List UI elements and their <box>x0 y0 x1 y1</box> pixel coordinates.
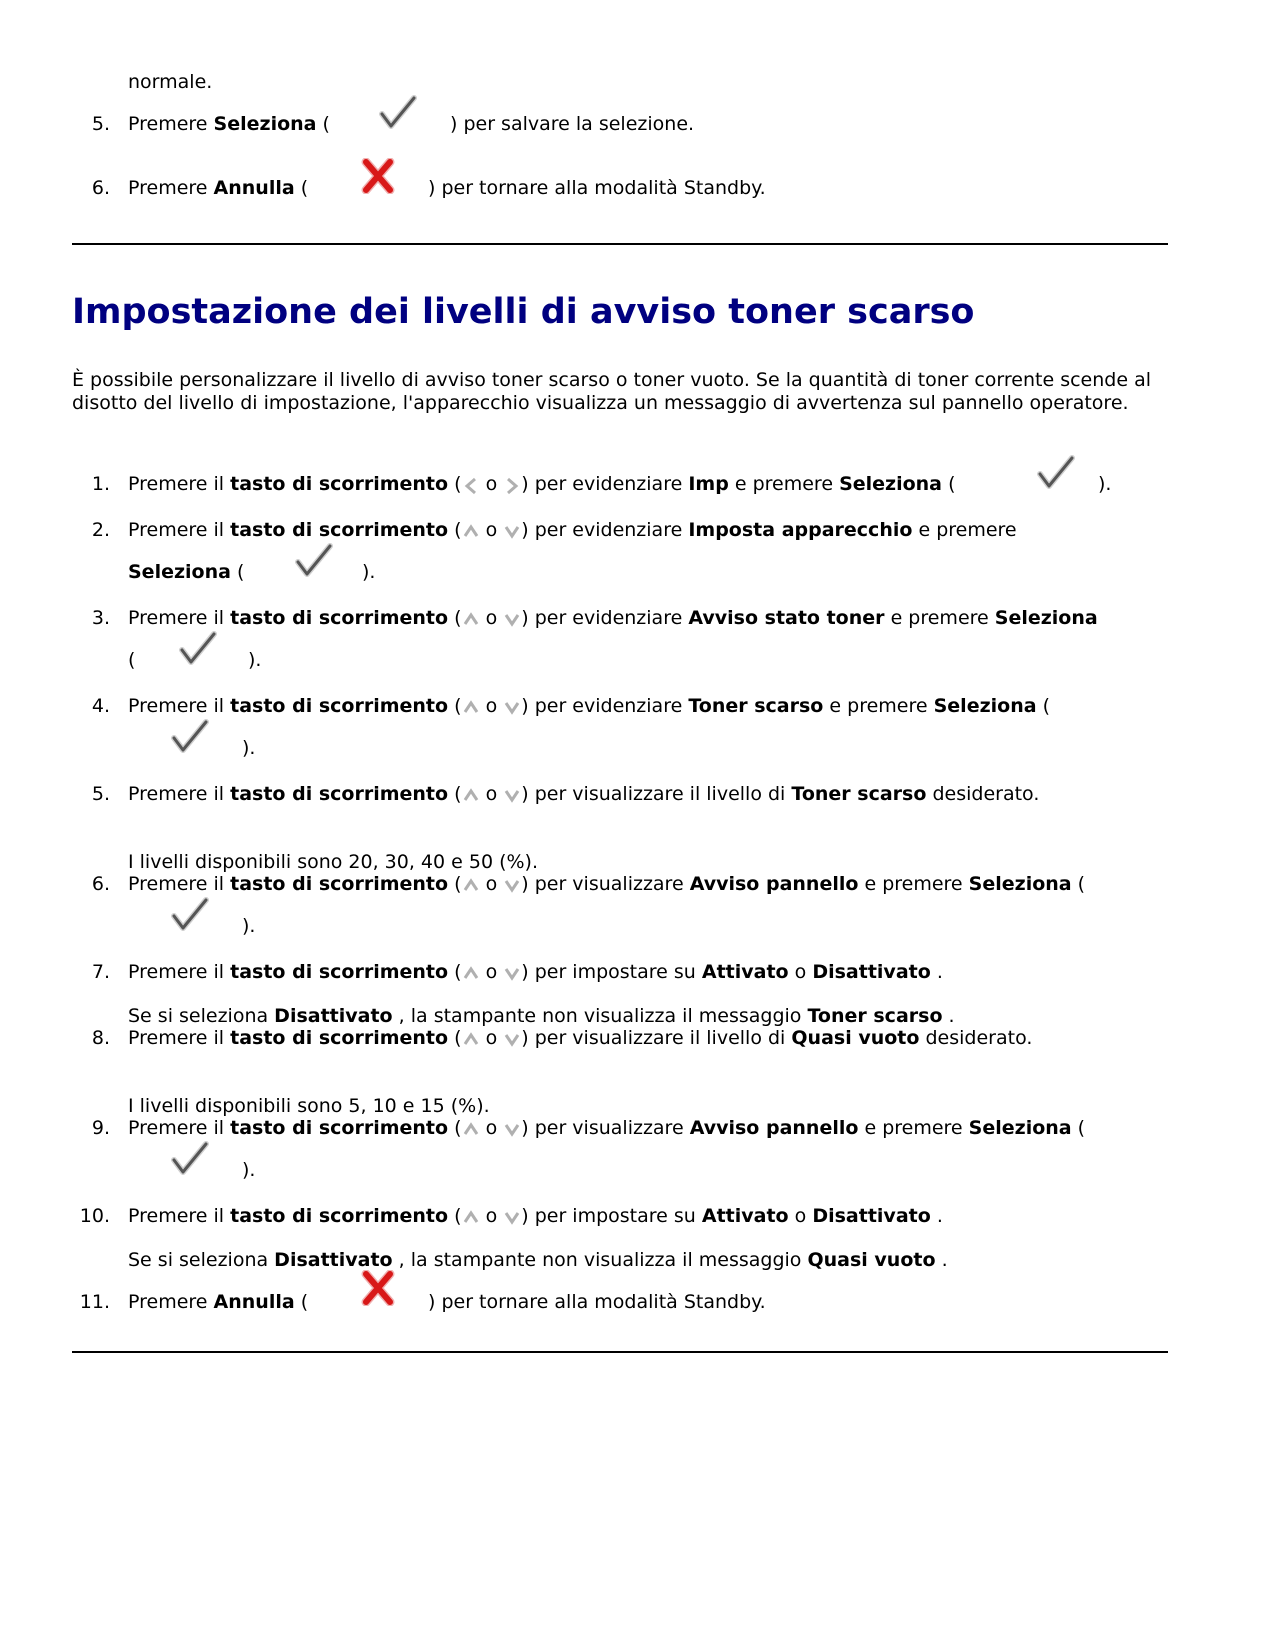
step-close: ). <box>362 561 376 583</box>
step-text: Premere Annulla ( <box>128 177 309 199</box>
step-number: 6. <box>91 873 110 895</box>
select-check-icon <box>176 628 220 668</box>
scroll-right-icon <box>503 476 521 496</box>
step-10-note: Se si seleziona Disattivato , la stampante non visualizza il messaggio Quasi vuoto . <box>128 1249 948 1271</box>
step-close: ). <box>1098 473 1112 495</box>
step-text-tail: ) per tornare alla modalità Standby. <box>428 177 766 199</box>
step-8-text: Premere il tasto di scorrimento ( o ) per visualizzare il livello di Quasi vuoto desiderato. <box>128 1027 1033 1049</box>
step-close: ). <box>242 737 256 759</box>
scroll-up-icon <box>462 522 480 542</box>
step-2-text: Premere il tasto di scorrimento ( o ) per evidenziare Imposta apparecchio e premere <box>128 519 1017 541</box>
scroll-up-icon <box>462 786 480 806</box>
step-number: 3. <box>91 607 110 629</box>
scroll-up-icon <box>462 1030 480 1050</box>
cancel-x-icon <box>360 1270 396 1306</box>
step-number: 2. <box>91 519 110 541</box>
step-number: 9. <box>91 1117 110 1139</box>
scroll-up-icon <box>462 1208 480 1228</box>
step-9-text: Premere il tasto di scorrimento ( o ) per visualizzare Avviso pannello e premere Seleziona ( <box>128 1117 1086 1139</box>
scroll-down-icon <box>503 876 521 896</box>
step-close: ). <box>242 915 256 937</box>
step-close: ). <box>248 649 262 671</box>
cancel-x-icon <box>360 158 396 194</box>
step-10-text: Premere il tasto di scorrimento ( o ) per impostare su Attivato o Disattivato . <box>128 1205 943 1227</box>
step-text: Premere Seleziona ( <box>128 113 330 135</box>
step-4-text: Premere il tasto di scorrimento ( o ) per evidenziare Toner scarso e premere Seleziona ( <box>128 695 1051 717</box>
scroll-up-icon <box>462 610 480 630</box>
step-8-note: I livelli disponibili sono 5, 10 e 15 (%). <box>128 1095 490 1117</box>
step-number: 10. <box>79 1205 110 1227</box>
step-7-text: Premere il tasto di scorrimento ( o ) per impostare su Attivato o Disattivato . <box>128 961 943 983</box>
step-1-text: Premere il tasto di scorrimento ( o ) per evidenziare Imp e premere Seleziona ( <box>128 473 956 495</box>
scroll-up-icon <box>462 964 480 984</box>
step-number: 4. <box>91 695 110 717</box>
scroll-down-icon <box>503 610 521 630</box>
step-text-tail: ) per tornare alla modalità Standby. <box>428 1291 766 1313</box>
scroll-down-icon <box>503 698 521 718</box>
select-check-icon <box>168 1138 212 1178</box>
step-7-note: Se si seleziona Disattivato , la stampante non visualizza il messaggio Toner scarso . <box>128 1005 955 1027</box>
select-check-icon <box>168 894 212 934</box>
step-text-tail: ) per salvare la selezione. <box>450 113 695 135</box>
scroll-down-icon <box>503 1208 521 1228</box>
scroll-down-icon <box>503 522 521 542</box>
scroll-down-icon <box>503 786 521 806</box>
step-number: 5. <box>91 113 110 135</box>
continuation-text: normale. <box>128 71 213 93</box>
step-number: 7. <box>91 961 110 983</box>
step-open-paren: ( <box>128 649 136 671</box>
scroll-up-icon <box>462 876 480 896</box>
scroll-down-icon <box>503 964 521 984</box>
step-2-text-cont: Seleziona ( <box>128 561 245 583</box>
section-title: Impostazione dei livelli di avviso toner scarso <box>72 292 975 332</box>
scroll-down-icon <box>503 1120 521 1140</box>
step-number: 5. <box>91 783 110 805</box>
select-check-icon <box>168 716 212 756</box>
step-6-text: Premere il tasto di scorrimento ( o ) per visualizzare Avviso pannello e premere Seleziona ( <box>128 873 1086 895</box>
step-close: ). <box>242 1159 256 1181</box>
scroll-up-icon <box>462 698 480 718</box>
select-check-icon <box>292 540 336 580</box>
step-11-text: Premere Annulla ( <box>128 1291 309 1313</box>
intro-paragraph: È possibile personalizzare il livello di avviso toner scarso o toner vuoto. Se la quantità di toner corrente scende al disotto del livello di impostazione, l'apparecchio visualizza un messaggio di avvertenza sul pannello operatore. <box>72 369 1152 414</box>
select-check-icon <box>376 92 420 132</box>
step-5-note: I livelli disponibili sono 20, 30, 40 e 50 (%). <box>128 851 539 873</box>
divider <box>72 243 1168 245</box>
step-number: 6. <box>91 177 110 199</box>
scroll-down-icon <box>503 1030 521 1050</box>
divider <box>72 1351 1168 1353</box>
scroll-up-icon <box>462 1120 480 1140</box>
step-number: 8. <box>91 1027 110 1049</box>
step-number: 1. <box>91 473 110 495</box>
select-check-icon <box>1034 452 1078 492</box>
step-number: 11. <box>79 1291 110 1313</box>
step-3-text: Premere il tasto di scorrimento ( o ) per evidenziare Avviso stato toner e premere Seleziona <box>128 607 1098 629</box>
step-5-text: Premere il tasto di scorrimento ( o ) per visualizzare il livello di Toner scarso desiderato. <box>128 783 1040 805</box>
scroll-left-icon <box>462 476 480 496</box>
